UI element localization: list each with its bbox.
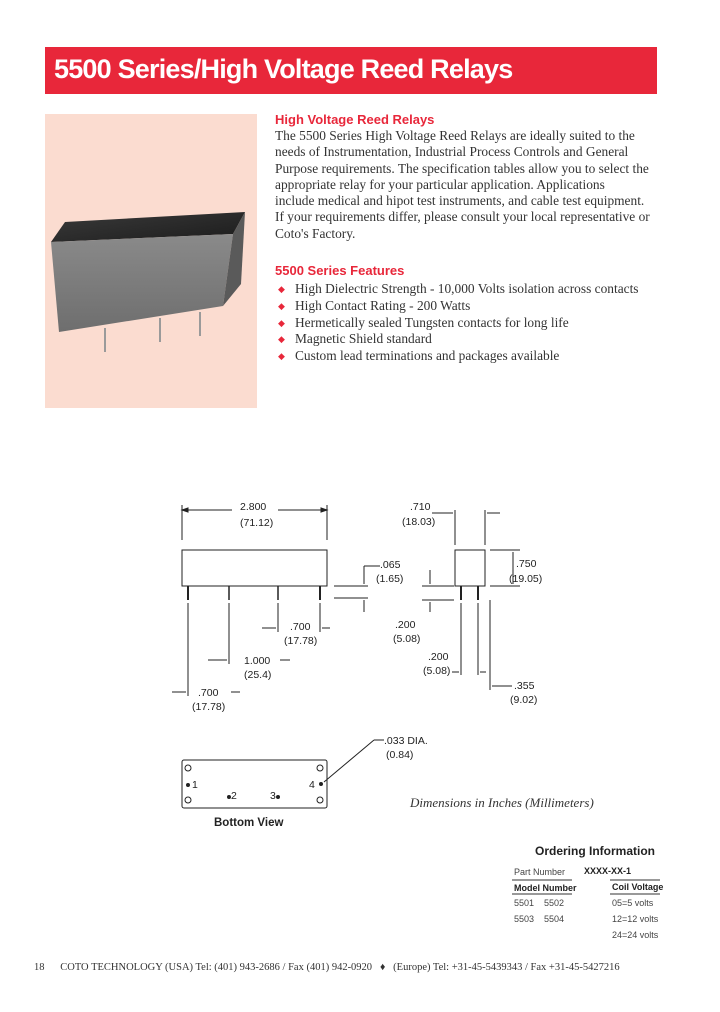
model-value: 5504 [544, 914, 565, 924]
footer-europe-contact: (Europe) Tel: +31-45-5439343 / Fax +31-45-5427216 [393, 962, 620, 973]
dim-lead-mm: (1.65) [376, 573, 404, 585]
dim-lead-h-mm: (5.08) [393, 633, 421, 645]
coil-value: 05=5 volts [612, 898, 654, 908]
pin-label: 3 [270, 790, 276, 802]
dim-row-mm: (5.08) [423, 665, 451, 677]
dim-dia-in: .033 DIA. [384, 735, 428, 747]
footer [34, 962, 620, 973]
page-number: 18 [34, 962, 45, 973]
intro-line: appropriate relay for your particular application. Applications [275, 176, 605, 192]
pin-label: 4 [309, 779, 315, 791]
dim-offset-in: .355 [514, 680, 535, 692]
dim-width-mm: (18.03) [402, 516, 436, 528]
dim-length-mm: (71.12) [240, 517, 274, 529]
coil-value: 12=12 volts [612, 914, 659, 924]
part-number-label: Part Number [514, 867, 566, 877]
dim-lead-in: .065 [380, 559, 401, 571]
dim-pitch-in: .700 [290, 621, 311, 633]
page-title: 5500 Series/High Voltage Reed Relays [54, 54, 513, 84]
pin-label: 2 [231, 790, 237, 802]
bottom-view-label: Bottom View [214, 817, 284, 829]
coil-value: 24=24 volts [612, 930, 659, 940]
dim-span-mm: (25.4) [244, 669, 272, 681]
bottom-view-outline [182, 760, 327, 808]
dim-lead-h-in: .200 [395, 619, 416, 631]
relay-side-body [182, 550, 327, 586]
intro-line: The 5500 Series High Voltage Reed Relays are ideally suited to the [275, 128, 635, 143]
dim-pitch-mm: (17.78) [284, 635, 318, 647]
intro-heading: High Voltage Reed Relays [275, 112, 435, 127]
features-heading: 5500 Series Features [275, 263, 405, 278]
dim-end-mm: (17.78) [192, 701, 226, 713]
diamond-bullet-icon: ◆ [278, 351, 285, 362]
dim-dia-mm: (0.84) [386, 749, 414, 761]
dim-height-in: .750 [516, 558, 537, 570]
diamond-bullet-icon: ◆ [278, 334, 285, 345]
part-number-value: XXXX-XX-1 [584, 866, 632, 876]
intro-line: needs of Instrumentation, Industrial Process Controls and General [275, 144, 629, 160]
dim-offset-mm: (9.02) [510, 694, 538, 706]
dim-end-in: .700 [198, 687, 219, 699]
dim-row-in: .200 [428, 651, 449, 663]
intro-line: If your requirements differ, please consult your local representative or [275, 209, 650, 225]
diamond-bullet-icon: ◆ [278, 284, 285, 294]
dimensions-caption: Dimensions in Inches (Millimeters) [410, 795, 594, 810]
dim-width-in: .710 [410, 501, 431, 513]
intro-line: Purpose requirements. The specification tables allow you to select the [275, 160, 649, 176]
feature-item: ◆ Magnetic Shield standard [278, 331, 432, 347]
diamond-bullet-icon: ◆ [278, 300, 285, 311]
ordering-title: Ordering Information [535, 844, 655, 858]
intro-line: include medical and hipot test instruments, and cable test equipment. [275, 193, 645, 209]
model-value: 5501 [514, 898, 535, 908]
dim-length-in: 2.800 [240, 501, 267, 513]
relay-end-body [455, 550, 485, 586]
coil-voltage-label: Coil Voltage [612, 882, 664, 892]
feature-item: ◆ High Dielectric Strength - 10,000 Volts isolation across contacts [278, 281, 639, 296]
feature-item: ◆ Hermetically sealed Tungsten contacts for long life [278, 314, 569, 330]
model-number-label: Model Number [514, 883, 577, 893]
footer-usa-contact: COTO TECHNOLOGY (USA) Tel: (401) 943-2686 / Fax (401) 942-0920 [60, 962, 373, 973]
feature-item: ◆ High Contact Rating - 200 Watts [278, 297, 471, 313]
footer-separator: ♦ [379, 962, 386, 973]
dim-span-in: 1.000 [244, 655, 271, 667]
model-value: 5503 [514, 914, 535, 924]
feature-item: ◆ Custom lead terminations and packages available [278, 348, 560, 364]
diamond-bullet-icon: ◆ [278, 317, 285, 328]
intro-line: Coto's Factory. [275, 225, 356, 241]
model-value: 5502 [544, 898, 565, 908]
pin-label: 1 [192, 779, 198, 791]
dim-height-mm: (19.05) [509, 573, 543, 585]
